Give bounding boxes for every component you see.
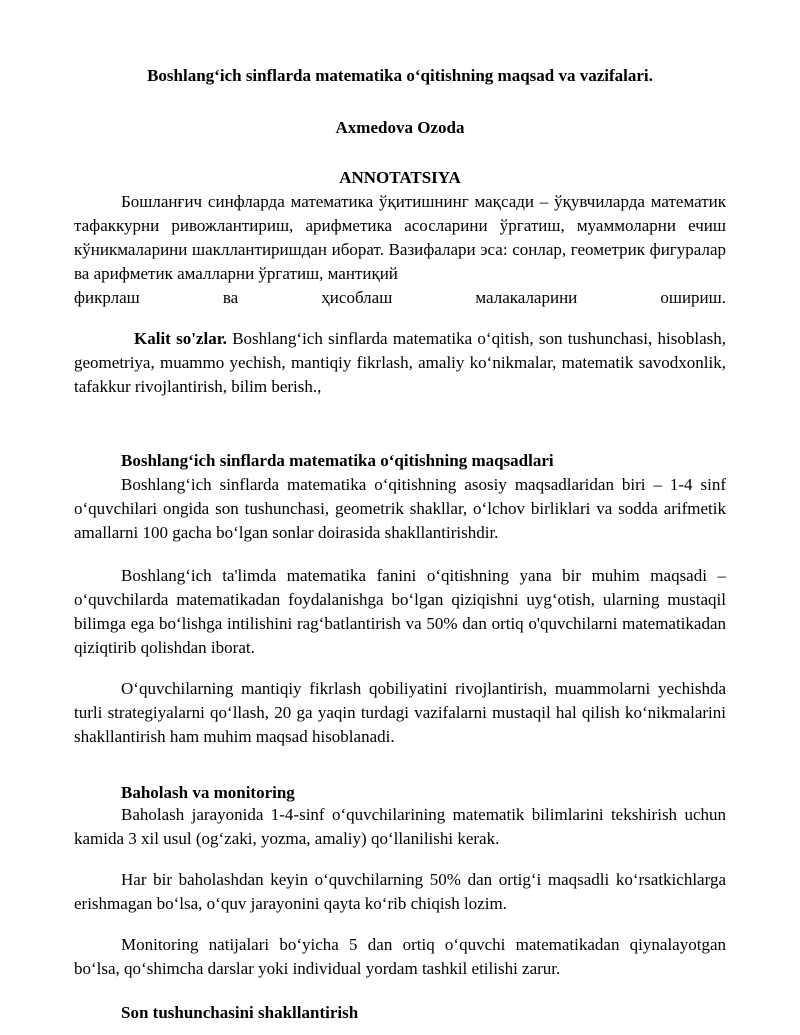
section-heading-goals: Boshlangʻich sinflarda matematika oʻqitishning maqsadlari — [121, 451, 554, 470]
keywords-text: Boshlangʻich sinflarda matematika oʻqitish, son tushunchasi, hisoblash, geometriya, muammo yechish, mantiqiy fikrlash, amaliy koʻnikmalar, matematik savodxonlik, tafakkur rivojlantirish, bilim berish., — [74, 329, 726, 396]
annotation-body: Бошланғич синфларда математика ўқитишнинг мақсади – ўқувчиларда математик тафаккурни ривожлантириш, арифметика асосларини ўргатиш, муаммоларни ечиш кўникмаларини шакллантиришдан иборат. Вазифалари эса: сонлар, геометрик фигуралар ва арифметик амалларни ўргатиш, мантиқий — [74, 192, 726, 283]
keywords-paragraph — [74, 327, 726, 399]
document-title: Boshlangʻich sinflarda matematika oʻqitishning maqsad va vazifalari. — [147, 66, 653, 85]
annotation-last-line: фикрлаш ва ҳисоблаш малакаларини ошириш. — [74, 288, 726, 307]
section-heading-number-concept: Son tushunchasini shakllantirish — [121, 1003, 359, 1022]
author-name: Axmedova Ozoda — [335, 118, 465, 137]
goals-paragraph-2: Boshlangʻich ta'limda matematika fanini oʻqitishning yana bir muhim maqsadi – oʻquvchilarda matematikadan foydalanishga boʻlgan qiziqishni uygʻotish, ularning mustaqil bilimga ega boʻlishga intilishini ragʻbatlantirish va 50% dan ortiq o'quvchilarni matematikadan qiziqtirib qolishdan iborat. — [74, 566, 726, 657]
annotation-heading: ANNOTATSIYA — [339, 168, 461, 187]
keywords-label: Kalit so'zlar. — [134, 329, 227, 348]
annotation-section — [74, 190, 726, 310]
assessment-paragraph-2: Har bir baholashdan keyin oʻquvchilarning 50% dan ortigʻi maqsadli koʻrsatkichlarga erishmagan boʻlsa, oʻquv jarayonini qayta koʻrib chiqish lozim. — [74, 870, 726, 913]
assessment-paragraph-3: Monitoring natijalari boʻyicha 5 dan ortiq oʻquvchi matematikadan qiynalayotgan boʻlsa, qoʻshimcha darslar yoki individual yordam tashkil etilishi zarur. — [74, 935, 726, 978]
goals-paragraph-3: Oʻquvchilarning mantiqiy fikrlash qobiliyatini rivojlantirish, muammolarni yechishda turli strategiyalarni qoʻllash, 20 ga yaqin turdagi vazifalarni mustaqil hal qilish koʻnikmalarini shakllantirish ham muhim maqsad hisoblanadi. — [74, 679, 726, 746]
goals-paragraph-1: Boshlangʻich sinflarda matematika oʻqitishning asosiy maqsadlaridan biri – 1-4 sinf oʻquvchilari ongida son tushunchasi, geometrik shakllar, oʻlchov birliklari va sodda arifmetik amallarni 100 gacha boʻlgan sonlar doirasida shakllantirishdir. — [74, 475, 726, 542]
section-heading-assessment: Baholash va monitoring — [121, 783, 295, 802]
assessment-paragraph-1: Baholash jarayonida 1-4-sinf oʻquvchilarining matematik bilimlarini tekshirish uchun kamida 3 xil usul (ogʻzaki, yozma, amaliy) qoʻllanilishi kerak. — [74, 805, 726, 848]
